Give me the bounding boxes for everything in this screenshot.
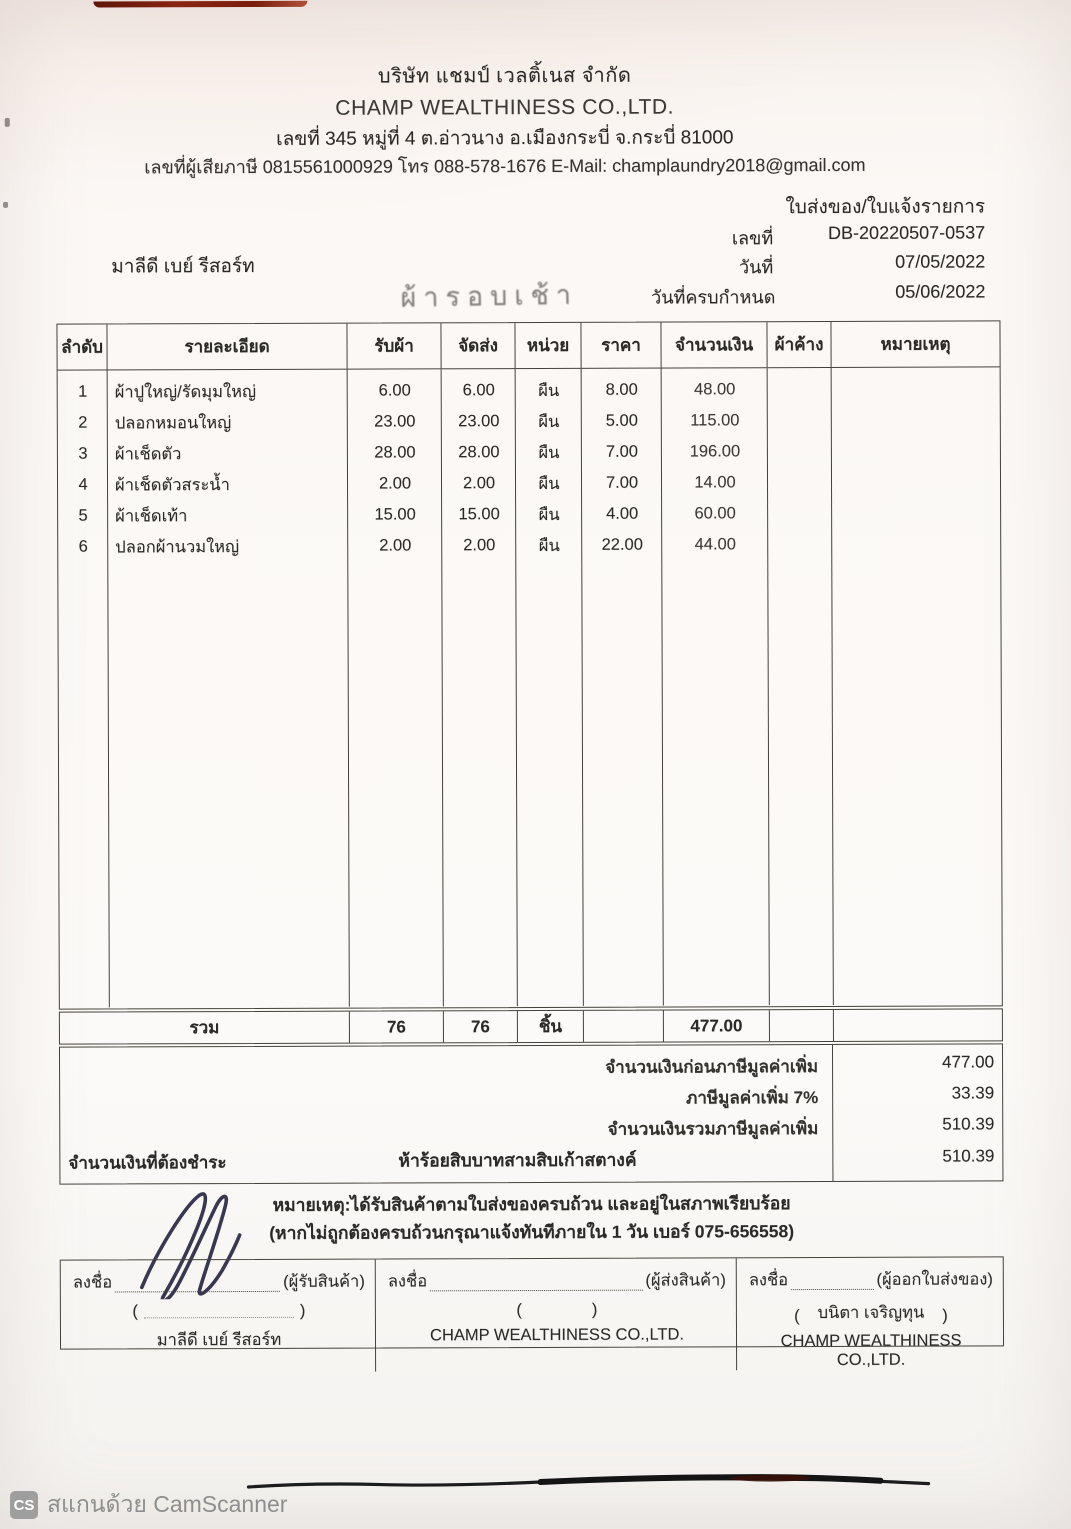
issuer-name: บนิตา เจริญทุน bbox=[817, 1303, 925, 1323]
table-cell: 6.00 bbox=[378, 381, 411, 400]
scan-speck bbox=[5, 118, 10, 127]
signature-box-sender bbox=[376, 1258, 737, 1371]
table-cell: 2.00 bbox=[378, 474, 412, 493]
table-cell: 28.00 bbox=[458, 443, 500, 462]
table-cell: 2.00 bbox=[379, 536, 412, 555]
amount-in-words: ห้าร้อยสิบบาทสามสิบเก้าสตางค์ bbox=[398, 1149, 637, 1171]
scan-edge-artifact-bottom bbox=[240, 1467, 940, 1495]
signature-box-issuer bbox=[737, 1257, 1003, 1370]
signature-table bbox=[60, 1256, 1004, 1369]
table-cell bbox=[832, 482, 1000, 483]
table-cell: 196.00 bbox=[689, 442, 741, 461]
company-tax-phone-email: เลขที่ผู้เสียภาษี 0815561000929 โทร 088-578-1676 E-Mail: champlaundry2018@gmail.com bbox=[144, 154, 866, 178]
table-cell: 7.00 bbox=[605, 473, 639, 492]
note-line-2: (หากไม่ถูกต้องครบถ้วนกรุณาแจ้งทันทีภายใน 1 วัน เบอร์ 075-656558) bbox=[269, 1220, 795, 1243]
table-cell: 15.00 bbox=[374, 505, 416, 524]
table-cell: 60.00 bbox=[694, 504, 736, 523]
table-cell: 2.00 bbox=[463, 536, 496, 555]
summary-box bbox=[59, 1043, 1003, 1184]
note-line-1: หมายเหตุ:ได้รับสินค้าตามใบส่งของครบถ้วน และอยู่ในสภาพเรียบร้อย bbox=[272, 1193, 791, 1215]
summary-label-subtotal: จำนวนเงินก่อนภาษีมูลค่าเพิ่ม bbox=[605, 1057, 819, 1077]
table-cell: ผืน bbox=[538, 536, 560, 555]
total-amount: 477.00 bbox=[664, 1010, 770, 1041]
table-header-cell: รับผ้า bbox=[347, 323, 441, 368]
table-cell: 6.00 bbox=[462, 381, 495, 400]
doc-date-row bbox=[738, 251, 986, 278]
doc-no-value: DB-20220507-0537 bbox=[827, 222, 986, 243]
table-cell: ผืน bbox=[538, 443, 560, 462]
summary-label-grand-total: จำนวนเงินรวมภาษีมูลค่าเพิ่ม bbox=[607, 1119, 819, 1139]
company-name-th: บริษัท แชมป์ เวลติ้เนส จำกัด bbox=[377, 64, 632, 88]
table-cell: ผ้าเช็ดเท้า bbox=[115, 506, 188, 525]
total-unit: ชิ้น bbox=[518, 1011, 584, 1042]
table-row bbox=[58, 528, 1000, 562]
table-cell bbox=[832, 451, 1000, 452]
camscanner-icon: CS bbox=[10, 1491, 38, 1519]
items-table bbox=[56, 320, 1002, 1009]
paren: ) bbox=[299, 1301, 306, 1320]
total-pending bbox=[770, 1010, 834, 1041]
paren: ) bbox=[942, 1306, 948, 1325]
table-cell: 1 bbox=[78, 382, 88, 401]
summary-value-subtotal: 477.00 bbox=[942, 1052, 995, 1072]
table-header-cell: จัดส่ง bbox=[441, 323, 515, 368]
signer-company: CHAMP WEALTHINESS CO.,LTD. bbox=[780, 1331, 962, 1369]
camscanner-bar bbox=[10, 1487, 287, 1523]
table-header-cell: จำนวนเงิน bbox=[661, 322, 767, 367]
table-cell: 115.00 bbox=[690, 411, 740, 430]
table-header-cell: หน่วย bbox=[515, 323, 581, 368]
table-header-cell: รายละเอียด bbox=[107, 324, 347, 370]
signature-dotted-line bbox=[430, 1278, 642, 1292]
table-cell: ผืน bbox=[538, 412, 560, 431]
table-body bbox=[58, 367, 1002, 1007]
table-cell: 5.00 bbox=[605, 411, 638, 430]
doc-type-title: ใบส่งของ/ใบแจ้งรายการ bbox=[785, 196, 986, 219]
doc-no-row bbox=[731, 222, 986, 249]
table-cell: 4 bbox=[78, 475, 88, 494]
signer-company: CHAMP WEALTHINESS CO.,LTD. bbox=[429, 1325, 685, 1345]
table-cell: 14.00 bbox=[694, 473, 736, 492]
table-cell: ผ้าเช็ดตัวสระน้ำ bbox=[114, 475, 230, 494]
camscanner-text: สแกนด้วย CamScanner bbox=[47, 1491, 288, 1517]
signature-dotted-line bbox=[791, 1277, 873, 1290]
paren: ( bbox=[132, 1302, 138, 1321]
table-row bbox=[58, 404, 1000, 438]
table-header-cell: ผ้าค้าง bbox=[767, 322, 831, 367]
total-remark bbox=[834, 1009, 1002, 1041]
table-cell: 28.00 bbox=[374, 443, 416, 462]
sign-label: ลงชื่อ bbox=[748, 1271, 789, 1290]
doc-due-value: 05/06/2022 bbox=[895, 281, 986, 302]
summary-label-vat: ภาษีมูลค่าเพิ่ม 7% bbox=[686, 1088, 819, 1108]
table-cell: 2 bbox=[78, 413, 88, 432]
table-cell: 3 bbox=[78, 444, 88, 463]
payable-label: จำนวนเงินที่ต้องชำระ bbox=[68, 1153, 227, 1173]
table-cell: 5 bbox=[78, 506, 88, 525]
table-cell: ผ้าปูใหญ่/รัดมุมใหญ่ bbox=[114, 382, 257, 401]
name-dotted-line bbox=[144, 1307, 294, 1319]
doc-no-label: เลขที่ bbox=[731, 228, 774, 249]
table-cell: 23.00 bbox=[374, 412, 416, 431]
table-cell: 44.00 bbox=[694, 535, 736, 554]
table-cell: ผืน bbox=[538, 505, 560, 524]
table-row bbox=[58, 373, 1000, 407]
items-total-row bbox=[59, 1008, 1003, 1044]
signature-box-receiver bbox=[61, 1260, 376, 1373]
table-header-cell: ลำดับ bbox=[57, 324, 107, 369]
table-cell: ผืน bbox=[538, 381, 560, 400]
signer-role: (ผู้ส่งสินค้า) bbox=[645, 1271, 726, 1290]
signer-company: มาลีดี เบย์ รีสอร์ท bbox=[156, 1330, 282, 1350]
table-cell: ผืน bbox=[538, 474, 560, 493]
table-row bbox=[58, 497, 1000, 531]
company-name-en: CHAMP WEALTHINESS CO.,LTD. bbox=[335, 95, 675, 120]
table-cell bbox=[832, 513, 1000, 514]
table-cell: 4.00 bbox=[606, 504, 639, 523]
table-cell: ปลอกหมอนใหญ่ bbox=[114, 413, 232, 432]
doc-date-label: วันที่ bbox=[738, 257, 774, 278]
table-cell: ปลอกผ้านวมใหญ่ bbox=[115, 537, 240, 556]
total-price bbox=[584, 1011, 664, 1042]
signer-role: (ผู้รับสินค้า) bbox=[283, 1272, 365, 1291]
scan-speck bbox=[3, 202, 8, 208]
table-cell bbox=[832, 389, 1000, 390]
signature-dotted-line bbox=[115, 1279, 280, 1293]
paren: ) bbox=[591, 1300, 598, 1319]
paren: ( bbox=[516, 1301, 522, 1320]
table-cell bbox=[832, 420, 1000, 421]
table-header-cell: ราคา bbox=[581, 323, 661, 368]
table-cell: 48.00 bbox=[694, 380, 736, 399]
summary-value-grand-total: 510.39 bbox=[942, 1114, 995, 1134]
table-header-cell: หมายเหตุ bbox=[880, 334, 951, 354]
table-cell: 23.00 bbox=[458, 412, 500, 431]
table-cell: 6 bbox=[78, 537, 88, 556]
sign-label: ลงชื่อ bbox=[72, 1273, 113, 1292]
table-rows bbox=[58, 373, 1001, 562]
table-cell: 15.00 bbox=[458, 505, 500, 524]
table-cell: 2.00 bbox=[462, 474, 496, 493]
total-received: 76 bbox=[350, 1011, 444, 1042]
company-address: เลขที่ 345 หมู่ที่ 4 ต.อ่าวนาง อ.เมืองกระบี่ จ.กระบี่ 81000 bbox=[276, 127, 734, 150]
scan-edge-artifact-top bbox=[93, 1, 307, 8]
table-row bbox=[58, 435, 1000, 469]
summary-value-vat: 33.39 bbox=[951, 1083, 995, 1103]
payable-value: 510.39 bbox=[942, 1146, 995, 1166]
doc-date-value: 07/05/2022 bbox=[895, 251, 986, 272]
signer-role: (ผู้ออกใบส่งของ) bbox=[876, 1270, 993, 1289]
sign-label: ลงชื่อ bbox=[387, 1272, 428, 1291]
table-cell: ผ้าเช็ดตัว bbox=[114, 444, 182, 463]
laundry-round-stamp: ผ้ารอบเช้า bbox=[400, 279, 579, 313]
total-label: รวม bbox=[60, 1012, 350, 1044]
total-delivered: 76 bbox=[444, 1011, 518, 1042]
table-cell bbox=[832, 544, 1000, 545]
paren: ( bbox=[794, 1307, 800, 1326]
table-header-row bbox=[57, 321, 999, 370]
table-cell: 22.00 bbox=[601, 535, 643, 554]
table-row bbox=[58, 466, 1000, 500]
customer-name: มาลีดี เบย์ รีสอร์ท bbox=[111, 255, 255, 278]
letterhead bbox=[58, 65, 952, 177]
doc-due-row bbox=[651, 281, 986, 308]
table-cell: 7.00 bbox=[605, 442, 639, 461]
table-cell: 8.00 bbox=[605, 380, 638, 399]
doc-due-label: วันที่ครบกำหนด bbox=[651, 287, 776, 308]
